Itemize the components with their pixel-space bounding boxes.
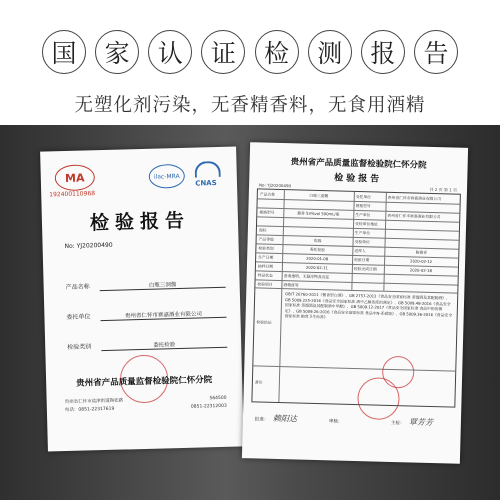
field-label: 检验类别 <box>67 343 92 351</box>
signature-label: 批准： <box>254 417 269 423</box>
issuing-org: 贵州省产品质量监督检验院仁怀分院 <box>290 157 427 171</box>
signature-label: 审核： <box>328 419 343 425</box>
table-cell-value: 贵州省仁怀市赛嘉酒业有限公司 <box>387 212 441 220</box>
cnas-logo-text: CNAS <box>195 179 217 188</box>
ma-logo: MA <box>54 164 95 191</box>
field-label: 委托单位 <box>66 313 91 321</box>
title-char: 国 <box>42 30 86 74</box>
table-cell-label: 样品状态 <box>257 272 273 278</box>
title-char: 报 <box>361 30 405 74</box>
page-indicator: 共 2 页 第 1 页 <box>429 186 458 193</box>
ma-number: 192400110968 <box>49 190 96 199</box>
table-cell-value: 白瓶三洞酱 <box>309 192 329 199</box>
table-cell-label: 产品等级 <box>258 236 274 242</box>
cnas-arc-icon <box>194 161 220 178</box>
title-char: 测 <box>308 30 352 74</box>
fax: 0851-22312003 <box>190 403 227 410</box>
field-product-name <box>65 275 225 293</box>
table-cell-value: 优级 <box>313 237 322 244</box>
table-cell-label: 受托单位 <box>355 193 372 200</box>
ilac-logo: ilac-MRA <box>148 164 185 189</box>
postcode: 564500 <box>209 395 227 402</box>
report-table <box>251 188 461 407</box>
phone: 电话：0851-22317619 <box>64 406 115 414</box>
field-value: 贵州省仁怀市赛嘉酒业有限公司 <box>100 309 226 321</box>
table-cell-label: 受检单位 <box>354 238 370 245</box>
field-label: 产品名称 <box>65 283 90 291</box>
header <box>0 0 500 125</box>
title-char: 证 <box>201 30 245 74</box>
report-number: No: YJ20200490 <box>258 182 292 189</box>
field-value: 委托检验 <box>101 339 227 351</box>
table-cell-value: 陈俊祥 <box>415 249 428 255</box>
issuing-org: 贵州省产品质量监督检验院仁怀分院 <box>76 375 213 389</box>
table-cell-label: 检验完成日期 <box>353 265 377 272</box>
table-cell-value: 委托检验 <box>309 246 326 253</box>
cnas-logo <box>190 161 221 188</box>
field-value: 白瓶三洞酱 <box>100 279 226 291</box>
table-divider <box>278 190 285 402</box>
left-report-page <box>40 146 244 451</box>
table-cell-label: 抽样日期 <box>257 263 274 269</box>
signature: 覃芳芳 <box>408 417 434 428</box>
table-cell-value: 2020-02-12 <box>410 258 433 265</box>
table-cell-value: 2020-02-18 <box>409 267 432 274</box>
address-text: 贵州省仁怀市盐津街道陶张路 <box>64 398 124 406</box>
table-cell-value: 澄清透明，无悬浮物及沉淀 <box>283 273 330 280</box>
table-cell-value: 2020-02-11 <box>305 264 329 271</box>
table-cell-label: 检验日期 <box>354 256 370 263</box>
table-cell-label: 生产单位 <box>354 229 371 236</box>
title-char: 家 <box>95 30 139 74</box>
remark-label: 备注 <box>254 379 263 385</box>
table-cell-value: 2020-01-08 <box>306 255 329 262</box>
title-char: 检 <box>255 30 299 74</box>
signature-label: 主检： <box>390 420 405 427</box>
table-cell-label: 生产日期 <box>258 254 274 260</box>
table-cell-value: 贵州省仁怀市赛嘉酒业有限公司 <box>387 194 441 202</box>
table-cell-label: 检验类别 <box>258 245 274 251</box>
title-char: 认 <box>148 30 192 74</box>
conclusion-text: GB/T 26760-2011《酱香型白酒》、GB 2757-2012《食品安全国家标准 蒸馏酒及其配制酒》、GB 5009.225-2016《食品安全国家标准 酒中乙醇浓度的测定》、GB 5009.48-2016《食品安全国家标准 蒸馏酒及其配制酒中甲醇》、GB 5009.12-2017《食品安全国家标准 食品中铅的测定》、GB 5009.26-2016《食品安全国家标准 食品中N-亚硝胺》、GB 5009.36-2016《食品安全国家标准 粮食卫生标准》 <box>284 291 453 320</box>
conclusion-label: 检验结论 <box>256 319 272 325</box>
report-title: 检验报告 <box>334 173 383 185</box>
report-number: No: YJ20200490 <box>64 241 113 251</box>
report-title: 检验报告 <box>89 209 191 235</box>
table-cell-value: 酱香 53%vol 500mL/瓶 <box>297 210 340 217</box>
field-client <box>66 305 226 323</box>
table-cell-label: 生产单位 <box>355 211 371 218</box>
subtitle: 无塑化剂污染，无香精香料，无食用酒精 <box>74 95 426 116</box>
right-report-page <box>242 142 468 464</box>
table-cell-label: 产品名称 <box>259 191 276 197</box>
report-photo <box>0 125 500 500</box>
table-cell-label: 检验项目 <box>257 281 273 287</box>
title-char: 告 <box>414 30 458 74</box>
table-cell-value: 酒精度等 <box>283 282 299 288</box>
table-cell-label: 规格型号 <box>259 209 275 215</box>
table-cell-label: 送样人 <box>354 247 366 254</box>
address-block <box>65 395 227 415</box>
signature-row <box>251 410 453 435</box>
table-cell-label: 受检单位地址 <box>355 220 378 227</box>
table-cell-label: 规格型号 <box>355 202 371 209</box>
table-cell-label: 商标 <box>258 227 267 233</box>
field-inspection-type <box>67 335 227 353</box>
signature: 赖阳达 <box>272 413 298 424</box>
title-row <box>42 30 458 82</box>
